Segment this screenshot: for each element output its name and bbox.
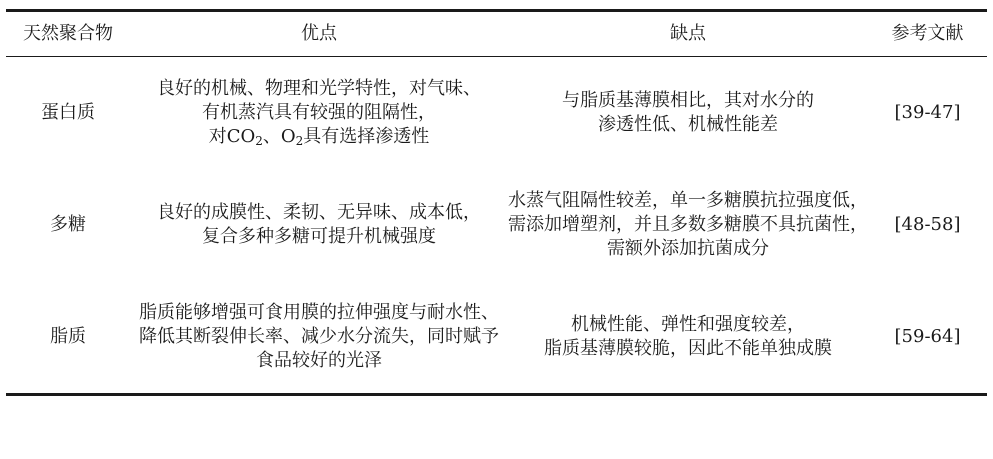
header-disadvantages: 缺点 (670, 23, 706, 44)
subscript: 2 (255, 134, 263, 148)
advantages-line: 良好的机械、物理和光学特性，对气味、 (157, 78, 481, 99)
advantages-line: 脂质能够增强可食用膜的拉伸强度与耐水性、 (139, 302, 499, 323)
advantages-line: 有机蒸汽具有较强的阻隔性， (202, 102, 436, 123)
advantages-line: 复合多种多糖可提升机械强度 (202, 226, 436, 247)
text-fragment: 、O (262, 126, 296, 147)
advantages-line: 降低其断裂伸长率、减少水分流失，同时赋予 (139, 326, 499, 347)
subscript: 2 (295, 134, 304, 148)
advantages-cell (130, 77, 508, 149)
advantages-cell (130, 301, 508, 373)
data-table (6, 9, 987, 396)
advantages-cell (130, 201, 508, 249)
header-references: 参考文献 (891, 23, 964, 44)
references-cell: [48-58] (894, 214, 961, 235)
polymer-name: 蛋白质 (41, 102, 95, 123)
text-fragment: 对CO (208, 126, 256, 147)
table-row (6, 169, 987, 281)
table-row (6, 281, 987, 393)
references-cell: [39-47] (894, 102, 961, 123)
advantages-line (130, 125, 508, 149)
disadvantages-line: 与脂质基薄膜相比，其对水分的 (562, 90, 814, 111)
table-row (6, 57, 987, 169)
header-polymer: 天然聚合物 (23, 23, 113, 44)
disadvantages-line: 需添加增塑剂，并且多数多糖膜不具抗菌性， (508, 214, 868, 235)
polymer-name: 多糖 (50, 214, 86, 235)
disadvantages-line: 水蒸气阻隔性较差，单一多糖膜抗拉强度低， (508, 190, 868, 211)
header-row (6, 12, 987, 56)
disadvantages-cell (508, 189, 868, 261)
disadvantages-line: 机械性能、弹性和强度较差， (571, 314, 805, 335)
disadvantages-cell (508, 89, 868, 137)
header-advantages: 优点 (301, 23, 337, 44)
references-cell: [59-64] (894, 326, 961, 347)
disadvantages-cell (508, 313, 868, 361)
disadvantages-line: 脂质基薄膜较脆，因此不能单独成膜 (544, 338, 832, 359)
disadvantages-line: 渗透性低、机械性能差 (598, 114, 778, 135)
polymer-name: 脂质 (50, 326, 86, 347)
advantages-line: 良好的成膜性、柔韧、无异味、成本低， (157, 202, 481, 223)
disadvantages-line: 需额外添加抗菌成分 (607, 238, 769, 259)
bottom-rule (6, 393, 987, 396)
advantages-line: 食品较好的光泽 (256, 350, 382, 371)
text-fragment: 具有选择渗透性 (303, 126, 430, 147)
